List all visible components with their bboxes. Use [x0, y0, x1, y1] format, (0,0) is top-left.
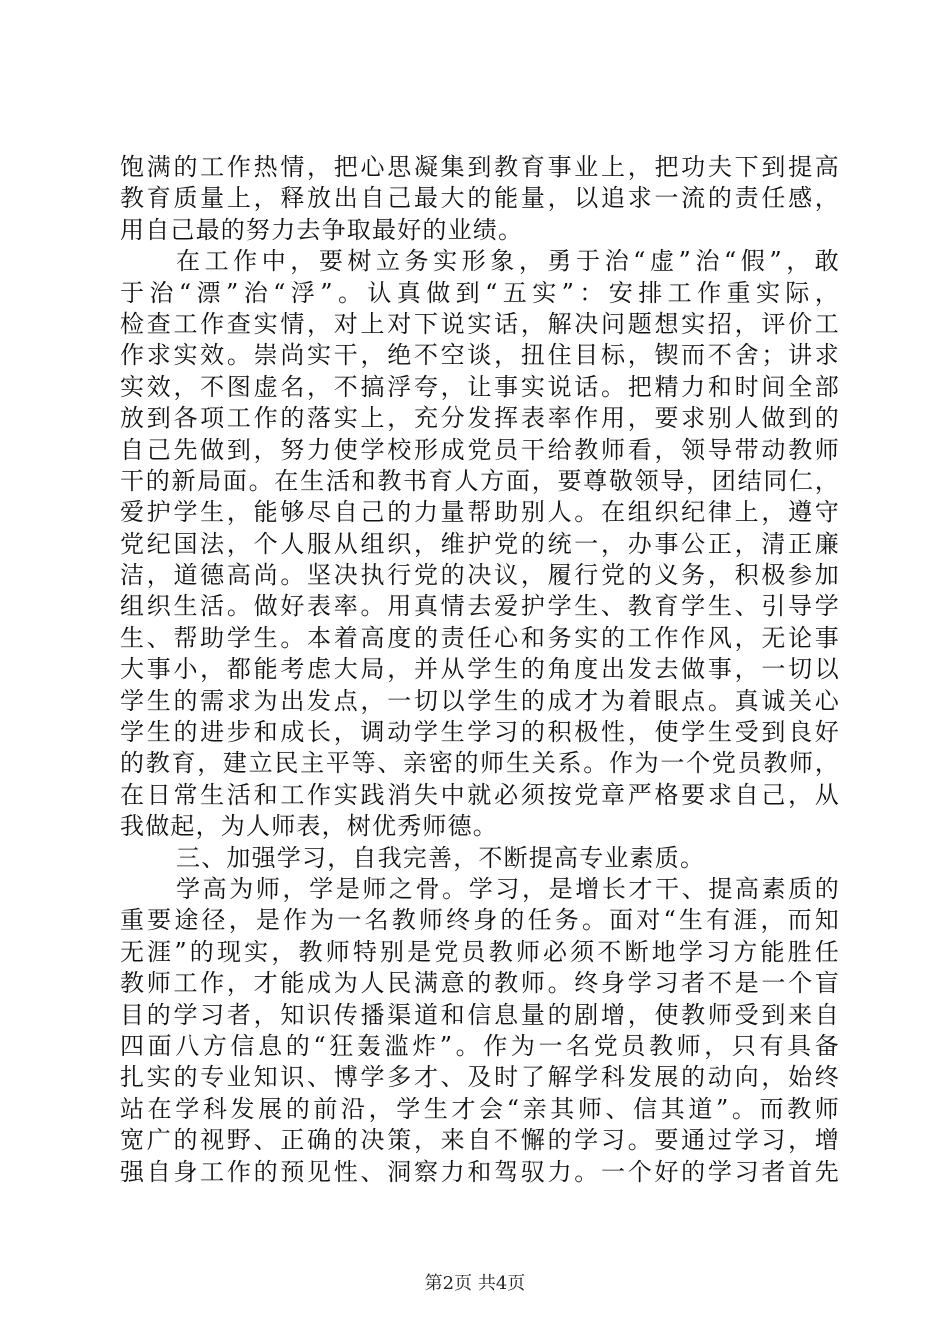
- text-line: 爱护学生，能够尽自己的力量帮助别人。在组织纪律上，遵守: [120, 498, 840, 527]
- text-line: 学高为师，学是师之骨。学习，是增长才干、提高素质的: [176, 874, 840, 903]
- document-body: [120, 152, 840, 1188]
- text-line: 于治“漂”治“浮”。认真做到“五实”：安排工作重实际，: [120, 278, 840, 307]
- text-line: 生、帮助学生。本着高度的责任心和务实的工作作风，无论事: [120, 623, 840, 652]
- text-line: 用自己最的努力去争取最好的业绩。: [120, 215, 524, 244]
- page-footer: 第2页 共4页: [424, 1273, 526, 1294]
- text-line: 组织生活。做好表率。用真情去爱护学生、教育学生、引导学: [120, 592, 840, 621]
- text-line: 大事小，都能考虑大局，并从学生的角度出发去做事，一切以: [120, 655, 840, 684]
- text-line: 作求实效。崇尚实干，绝不空谈，扭住目标，锲而不舍；讲求: [120, 341, 840, 370]
- text-line: 目的学习者，知识传播渠道和信息量的剧增，使教师受到来自: [120, 1000, 840, 1029]
- text-line: 自己先做到，努力使学校形成党员干给教师看，领导带动教师: [120, 435, 840, 464]
- text-line: 站在学科发展的前沿，学生才会“亲其师、信其道”。而教师: [120, 1094, 840, 1123]
- text-line: 重要途径，是作为一名教师终身的任务。面对“生有涯，而知: [120, 906, 840, 935]
- text-line: 的教育，建立民主平等、亲密的师生关系。作为一个党员教师，: [120, 749, 840, 778]
- text-line: 在工作中，要树立务实形象，勇于治“虚”治“假”，敢: [176, 247, 840, 276]
- text-line: 饱满的工作热情，把心思凝集到教育事业上，把功夫下到提高: [120, 153, 840, 181]
- text-line: 洁，道德高尚。坚决执行党的决议，履行党的义务，积极参加: [120, 561, 840, 590]
- text-line: 学生的进步和成长，调动学生学习的积极性，使学生受到良好: [120, 718, 840, 747]
- text-line: 我做起，为人师表，树优秀师德。: [120, 812, 498, 841]
- text-line: 学生的需求为出发点，一切以学生的成才为着眼点。真诚关心: [120, 686, 840, 715]
- text-line: 检查工作查实情，对上对下说实话，解决问题想实招，评价工: [120, 309, 840, 338]
- text-line: 扎实的专业知识、博学多才、及时了解学科发展的动向，始终: [120, 1063, 840, 1092]
- text-line: 四面八方信息的“狂轰滥炸”。作为一名党员教师，只有具备: [120, 1031, 840, 1060]
- text-line: 党纪国法，个人服从组织，维护党的统一，办事公正，清正廉: [120, 529, 840, 558]
- text-line: 实效，不图虚名，不搞浮夸，让事实说话。把精力和时间全部: [120, 372, 840, 401]
- text-line: 三、加强学习，自我完善，不断提高专业素质。: [176, 843, 706, 872]
- text-line: 放到各项工作的落实上，充分发挥表率作用，要求别人做到的: [120, 404, 840, 433]
- text-line: 无涯”的现实，教师特别是党员教师必须不断地学习方能胜任: [120, 937, 840, 966]
- text-line: 强自身工作的预见性、洞察力和驾驭力。一个好的学习者首先: [120, 1157, 840, 1186]
- text-line: 宽广的视野、正确的决策，来自不懈的学习。要通过学习，增: [120, 1126, 840, 1155]
- text-line: 教育质量上，释放出自己最大的能量，以追求一流的责任感，: [120, 184, 840, 213]
- text-line: 教师工作，才能成为人民满意的教师。终身学习者不是一个盲: [120, 969, 840, 998]
- text-line: 干的新局面。在生活和教书育人方面，要尊敬领导，团结同仁，: [120, 466, 840, 495]
- text-line: 在日常生活和工作实践消失中就必须按党章严格要求自己，从: [120, 780, 840, 809]
